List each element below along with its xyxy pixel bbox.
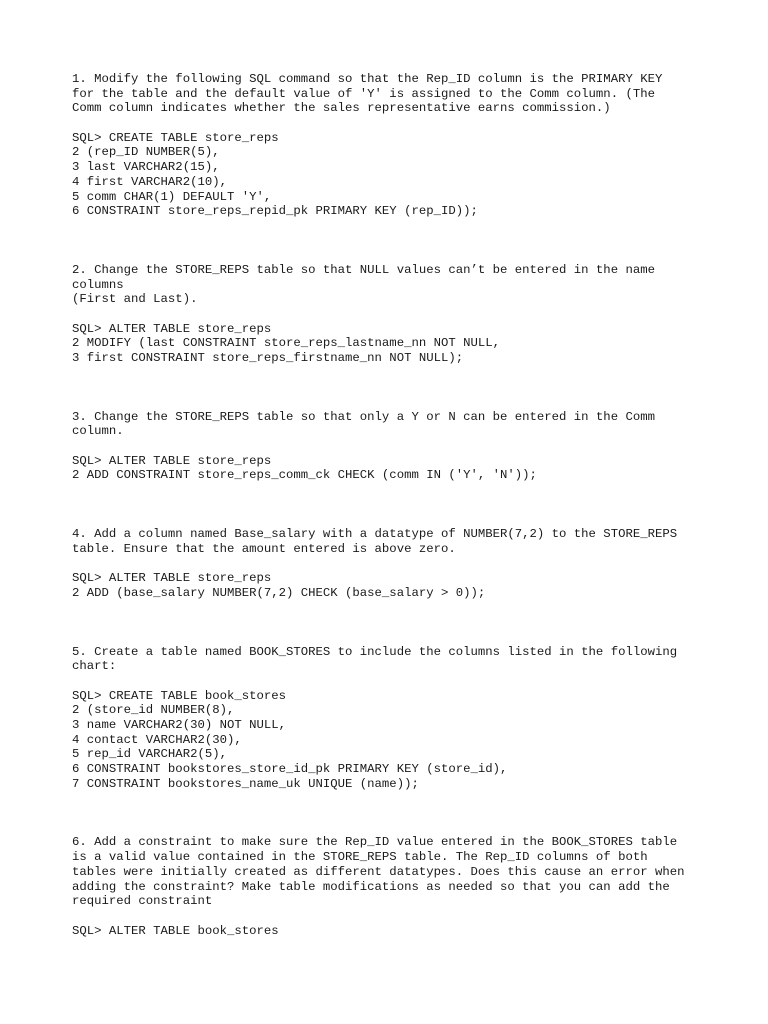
sql-code-block-4 [72,571,712,600]
question-text-line: required constraint [72,894,213,909]
question-text-line: columns [72,277,124,292]
code-line: 2 (store_id NUMBER(8), [72,703,235,718]
sql-code-block-3 [72,454,712,483]
code-line: 2 ADD (base_salary NUMBER(7,2) CHECK (base_salary > 0)); [72,585,486,600]
code-line: 4 contact VARCHAR2(30), [72,732,242,747]
question-text-line: 6. Add a constraint to make sure the Rep_ID value entered in the BOOK_STORES table [72,835,678,850]
document-page [72,72,712,938]
question-text-line: 2. Change the STORE_REPS table so that NULL values can’t be entered in the name [72,262,655,277]
code-line: 2 (rep_ID NUMBER(5), [72,145,220,160]
code-line: SQL> ALTER TABLE store_reps [72,571,272,586]
code-line: 6 CONSTRAINT store_reps_repid_pk PRIMARY KEY (rep_ID)); [72,204,478,219]
question-4 [72,527,712,556]
question-text-line: 4. Add a column named Base_salary with a datatype of NUMBER(7,2) to the STORE_REPS [72,527,678,542]
code-line: 5 comm CHAR(1) DEFAULT 'Y', [72,189,272,204]
question-text-line: is a valid value contained in the STORE_REPS table. The Rep_ID columns of both [72,850,648,865]
question-text-line: table. Ensure that the amount entered is above zero. [72,541,456,556]
code-line: 2 ADD CONSTRAINT store_reps_comm_ck CHECK (comm IN ('Y', 'N')); [72,468,537,483]
code-line: 6 CONSTRAINT bookstores_store_id_pk PRIMARY KEY (store_id), [72,762,508,777]
question-5 [72,645,712,674]
code-line: SQL> ALTER TABLE store_reps [72,321,272,336]
sql-code-block-6 [72,924,712,939]
question-text-line: 1. Modify the following SQL command so that the Rep_ID column is the PRIMARY KEY [72,72,663,86]
question-3 [72,410,712,439]
question-text-line: column. [72,424,124,439]
question-text-line: for the table and the default value of 'Y' is assigned to the Comm column. (The [72,86,655,101]
code-line: SQL> ALTER TABLE book_stores [72,923,279,938]
question-text-line: tables were initially created as different datatypes. Does this cause an error when [72,864,685,879]
question-text-line: 3. Change the STORE_REPS table so that only a Y or N can be entered in the Comm [72,409,655,424]
sql-code-block-2 [72,322,712,366]
code-line: 7 CONSTRAINT bookstores_name_uk UNIQUE (name)); [72,776,419,791]
question-6 [72,835,712,908]
question-2 [72,263,712,307]
code-line: SQL> CREATE TABLE book_stores [72,688,287,703]
code-line: SQL> ALTER TABLE store_reps [72,453,272,468]
code-line: 3 name VARCHAR2(30) NOT NULL, [72,718,287,732]
question-text-line: (First and Last). [72,292,198,307]
code-line: SQL> CREATE TABLE store_reps [72,130,279,145]
question-text-line: chart: [72,659,117,674]
sql-code-block-5 [72,689,712,792]
sql-code-block-1 [72,131,712,219]
code-line: 3 last VARCHAR2(15), [72,160,220,175]
code-line: 5 rep_id VARCHAR2(5), [72,747,227,762]
question-1 [72,72,712,116]
question-text-line: 5. Create a table named BOOK_STORES to include the columns listed in the following [72,644,678,659]
code-line: 4 first VARCHAR2(10), [72,174,227,189]
question-text-line: Comm column indicates whether the sales representative earns commission.) [72,101,611,116]
question-text-line: adding the constraint? Make table modifications as needed so that you can add the [72,879,670,894]
code-line: 2 MODIFY (last CONSTRAINT store_reps_lastname_nn NOT NULL, [72,336,501,351]
code-line: 3 first CONSTRAINT store_reps_firstname_nn NOT NULL); [72,351,464,365]
